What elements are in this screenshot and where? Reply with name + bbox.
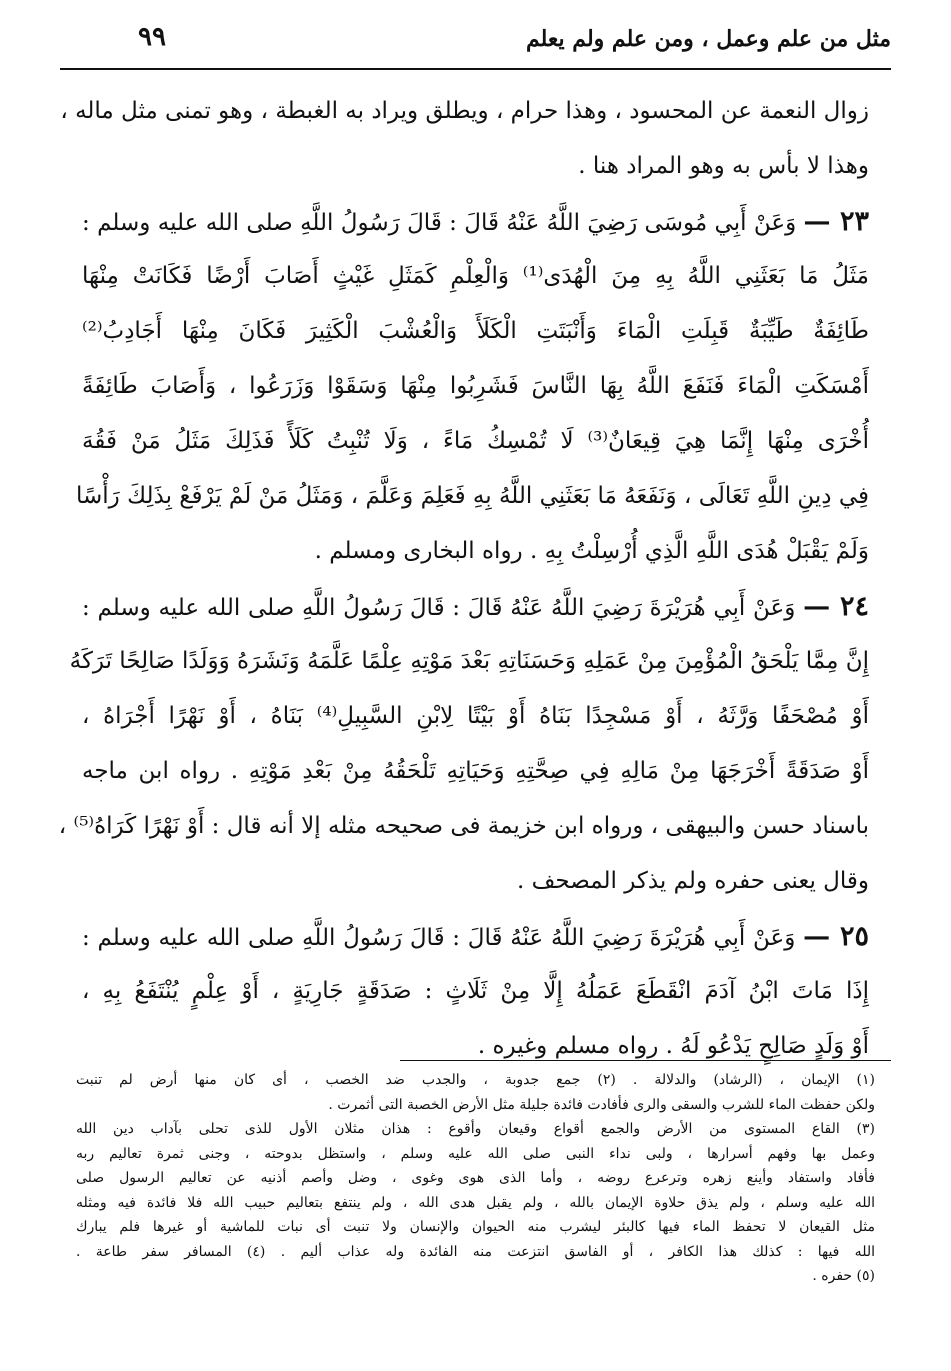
text-line: فِي دِينِ اللَّهِ تَعَالَى ، وَنَفَعَهُ مَا بَعَثَنِي اللَّهُ بِهِ فَعَلِمَ وَعَلَّمَ ، وَمَثَلُ مَنْ لَمْ يَرْفَعْ بِذَلِكَ رَأْسًا (76, 483, 869, 509)
text-line: أُخْرَى مِنْهَا إِنَّمَا هِيَ قِيعَانٌ⁽³⁾ لَا تُمْسِكُ مَاءً ، وَلَا تُنْبِتُ كَلَأً فَذَلِكَ مَثَلُ مَنْ فَقُهَ (82, 428, 869, 454)
header-title: مثل من علم وعمل ، ومن علم ولم يعلم (525, 26, 891, 52)
text-line: إِذَا مَاتَ ابْنُ آدَمَ انْقَطَعَ عَمَلُهُ إِلَّا مِنْ ثَلَاثٍ : صَدَقَةٍ جَارِيَةٍ ، أَوْ عِلْمٍ يُنْتَفَعُ بِهِ ، (82, 978, 869, 1004)
hadith-23-start: ٢٣ — وَعَنْ أَبِي مُوسَى رَضِيَ اللَّهُ عَنْهُ قَالَ : قَالَ رَسُولُ اللَّهِ صلى الله عليه وسلم : (82, 206, 870, 237)
hadith-number: ٢٣ — (803, 206, 870, 237)
text-line: أَوْ صَدَقَةً أَخْرَجَهَا مِنْ مَالِهِ فِي صِحَّتِهِ وَحَيَاتِهِ تَلْحَقُهُ مِنْ بَعْدِ مَوْتِهِ . رواه ابن ماجه (82, 758, 869, 784)
page-number: ٩٩ (138, 22, 166, 52)
text-line: أَوْ وَلَدٍ صَالِحٍ يَدْعُو لَهُ . رواه مسلم وغيره . (477, 1033, 869, 1059)
hadith-number: ٢٤ — (803, 591, 869, 622)
footnote-line: الله فيها : كذلك هذا الكافر ، أو الفاسق انتزعت منه الفائدة وله عذاب أليم . (٤) المسافر سفر طاعة . (76, 1243, 875, 1260)
footnote-line: (٣) القاع المستوى من الأرض والجمع أقواع وقيعان وأقوع : هذان مثلان الأول للذى تحلى بآداب دين الله (76, 1121, 875, 1137)
text-line: مَثَلُ مَا بَعَثَنِي اللَّهُ بِهِ مِنَ الْهُدَى⁽¹⁾ وَالْعِلْمِ كَمَثَلِ غَيْثٍ أَصَابَ أَرْضًا فَكَانَتْ مِنْهَا (82, 263, 869, 289)
footnote-line: (٥) حفره . (812, 1268, 875, 1284)
header-rule (60, 68, 891, 70)
hadith-24-start: ٢٤ — وَعَنْ أَبِي هُرَيْرَةَ رَضِيَ اللَّهُ عَنْهُ قَالَ : قَالَ رَسُولُ اللَّهِ صلى الله عليه وسلم : (82, 591, 869, 622)
text-line: أَوْ مُصْحَفًا وَرَّثَهُ ، أَوْ مَسْجِدًا بَنَاهُ أَوْ بَيْتًا لِابْنِ السَّبِيلِ⁽⁴⁾ بَنَاهُ ، أَوْ نَهْرًا أَجْرَاهُ ، (82, 703, 869, 729)
text-line: إِنَّ مِمَّا يَلْحَقُ الْمُؤْمِنَ مِنْ عَمَلِهِ وَحَسَنَاتِهِ بَعْدَ مَوْتِهِ عِلْمًا عَلَّمَهُ وَنَشَرَهُ وَوَلَدًا صَالِحًا تَرَكَهُ (69, 648, 869, 674)
running-header (60, 20, 891, 62)
footnote-line: فأفاد واستفاد وأينع زهره وترعرع روضه ، وأما الذى هوى وغوى ، وضل وأصم أذنيه عن تعاليم الرسول صلى (76, 1170, 875, 1186)
hadith-25-start: ٢٥ — وَعَنْ أَبِي هُرَيْرَةَ رَضِيَ اللَّهُ عَنْهُ قَالَ : قَالَ رَسُولُ اللَّهِ صلى الله عليه وسلم : (82, 921, 869, 952)
footnote-line: (١) الإيمان ، (الرشاد) والدلالة . (٢) جمع جدوبة ، والجدب ضد الخصب ، أى كان منها أرض لم تنبت (76, 1072, 875, 1088)
text-line: وقال يعنى حفره ولم يذكر المصحف . (516, 868, 869, 894)
footnote-line: ولكن حفظت الماء للشرب والسقى والرى فأفادت فائدة جليلة مثل الأرض الخصبة التى أثمرت . (328, 1096, 875, 1113)
body-text (58, 84, 870, 1074)
text-line: باسناد حسن والبيهقى ، ورواه ابن خزيمة فى صحيحه مثله إلا أنه قال : أَوْ نَهْرًا كَرَاهُ⁽⁵⁾ ، (58, 813, 869, 839)
footnote-line: الله عليه وسلم ، ولم يذق حلاوة الإيمان بالله ، ولم يقبل هدى الله ، ولم ينتفع بتعاليم حبيب الله فلا فائدة فيه ومثله (76, 1194, 875, 1211)
text-line: وَلَمْ يَقْبَلْ هُدَى اللَّهِ الَّذِي أُرْسِلْتُ بِهِ . رواه البخارى ومسلم . (314, 538, 869, 564)
text-line: أَمْسَكَتِ الْمَاءَ فَنَفَعَ اللَّهُ بِهَا النَّاسَ فَشَرِبُوا مِنْهَا وَسَقَوْا وَزَرَعُوا ، وَأَصَابَ طَائِفَةً (82, 373, 869, 399)
footnote-line: مثل القيعان لا تحفظ الماء فيها كالبئر ليشرب منه الحيوان والإنسان ولا تنبت أى نبات للماشية أو غيرها فلم يبارك (76, 1219, 875, 1235)
hadith-number: ٢٥ — (803, 921, 869, 952)
footnote-line: وعمل بها وفهم أسرارها ، ولبى نداء النبى صلى الله عليه وسلم ، واستظل بدوحته ، وجنى ثمرة تعاليم ربه (76, 1145, 875, 1162)
text-line: وهذا لا بأس به وهو المراد هنا . (578, 153, 869, 179)
text-line: زوال النعمة عن المحسود ، وهذا حرام ، ويطلق ويراد به الغبطة ، وهو تمنى مثل ماله ، (60, 98, 869, 124)
text-line: طَائِفَةٌ طَيِّبَةٌ قَبِلَتِ الْمَاءَ وَأَنْبَتَتِ الْكَلَأَ وَالْعُشْبَ الْكَثِيرَ فَكَانَ مِنْهَا أَجَادِبُ⁽²⁾ (82, 318, 869, 344)
footnote-rule (400, 1060, 891, 1061)
footnotes (76, 1068, 875, 1289)
